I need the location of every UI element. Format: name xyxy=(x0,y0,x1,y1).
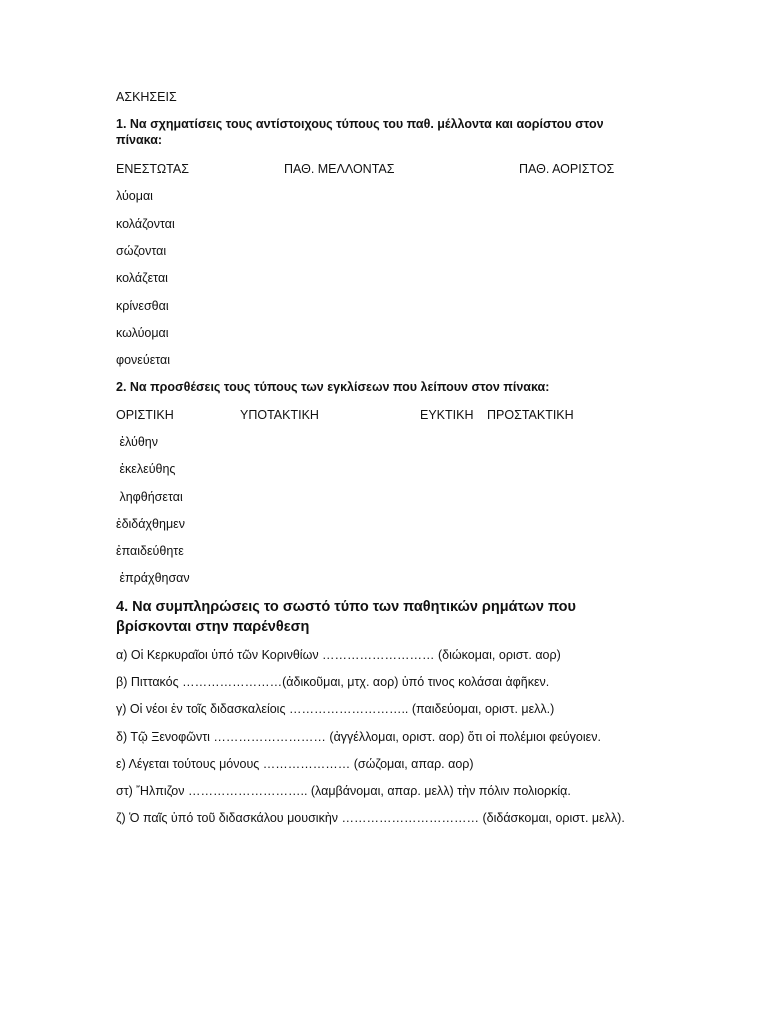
page-title: ΑΣΚΗΣΕΙΣ xyxy=(116,90,177,104)
ex4-sentence: στ) Ἤλπιζον ……………………….. (λαμβάνομαι, απαρ. μελλ) τὴν πόλιν πολιορκίᾳ. xyxy=(116,784,571,798)
exercise-2-heading: 2. Να προσθέσεις τους τύπους των εγκλίσεων που λείπουν στον πίνακα: xyxy=(116,380,550,394)
ex4-sentence: γ) Οἱ νέοι ἐν τοῖς διδασκαλείοις ……………………….. (παιδεύομαι, οριστ. μελλ.) xyxy=(116,702,555,716)
ex1-column-header-aorist: ΠΑΘ. ΑΟΡΙΣΤΟΣ xyxy=(519,162,615,176)
ex2-row-verb: ἐλύθην xyxy=(116,435,158,449)
ex2-row-verb: ἐπράχθησαν xyxy=(116,571,190,585)
ex4-sentence: β) Πιττακός ……………………(ἀδικοῦμαι, μτχ. αορ) ὑπό τινος κολάσαι ἀφῆκεν. xyxy=(116,675,550,689)
ex2-column-header-imperative: ΠΡΟΣΤΑΚΤΙΚΗ xyxy=(487,408,574,422)
exercise-4-heading: 4. Να συμπληρώσεις το σωστό τύπο των παθητικών ρημάτων που βρίσκονται στην παρένθεση xyxy=(116,599,576,635)
ex2-row-verb: ἐδιδάχθημεν xyxy=(116,517,185,531)
ex4-sentence: ε) Λέγεται τούτους μόνους ………………… (σώζομαι, απαρ. αορ) xyxy=(116,757,474,771)
ex4-sentence: α) Οἱ Κερκυραῖοι ὑπό τῶν Κορινθίων ……………………… (διώκομαι, οριστ. αορ) xyxy=(116,648,561,662)
ex1-row-verb: φονεύεται xyxy=(116,353,171,367)
exercise-1-heading: 1. Να σχηματίσεις τους αντίστοιχους τύπους του παθ. μέλλοντα και αορίστου στον πίνακα: xyxy=(116,117,604,147)
ex2-row-verb: ἐπαιδεύθητε xyxy=(116,544,184,558)
ex1-row-verb: κρίνεσθαι xyxy=(116,299,169,313)
ex2-column-header-optative: ΕΥΚΤΙΚΗ xyxy=(420,408,474,422)
ex2-column-header-indicative: ΟΡΙΣΤΙΚΗ xyxy=(116,408,174,422)
ex1-row-verb: κωλύομαι xyxy=(116,326,169,340)
ex4-sentence: δ) Τῷ Ξενοφῶντι ……………………… (ἀγγέλλομαι, οριστ. αορ) ὅτι οἱ πολέμιοι φεύγοιεν. xyxy=(116,730,601,744)
ex1-row-verb: σώζονται xyxy=(116,244,167,258)
ex4-sentence: ζ) Ὁ παῖς ὑπό τοῦ διδασκάλου μουσικὴν …………………………… (διδάσκομαι, οριστ. μελλ). xyxy=(116,811,625,825)
ex1-row-verb: λύομαι xyxy=(116,189,153,203)
ex1-row-verb: κολάζονται xyxy=(116,217,175,231)
ex1-row-verb: κολάζεται xyxy=(116,271,168,285)
ex1-column-header-present: ΕΝΕΣΤΩΤΑΣ xyxy=(116,162,189,176)
ex1-column-header-future: ΠΑΘ. ΜΕΛΛΟΝΤΑΣ xyxy=(284,162,395,176)
ex2-row-verb: ἐκελεύθης xyxy=(116,462,176,476)
ex2-column-header-subjunctive: ΥΠΟΤΑΚΤΙΚΗ xyxy=(240,408,319,422)
ex2-row-verb: ληφθήσεται xyxy=(116,490,183,504)
